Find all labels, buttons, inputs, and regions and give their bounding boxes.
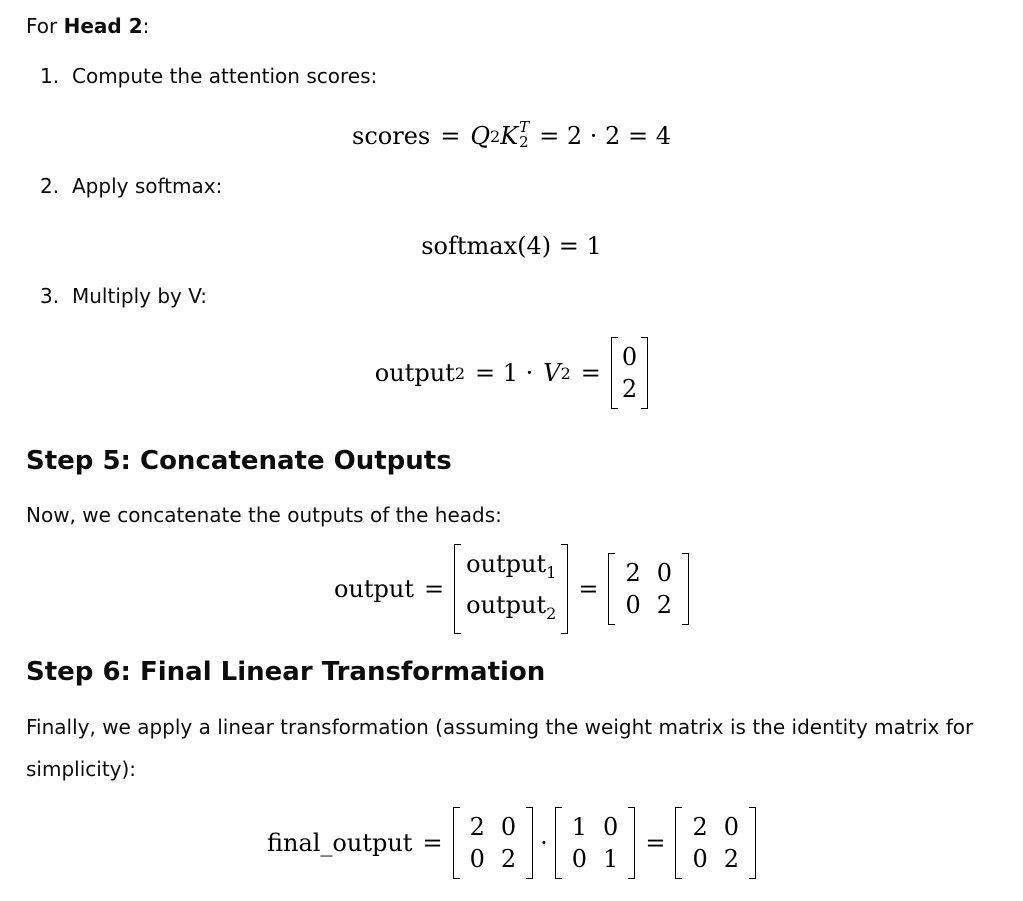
step5-heading: Step 5: Concatenate Outputs [26, 446, 452, 476]
scores-lhs: scores [352, 122, 431, 150]
matrix-cell: 0 [469, 845, 485, 873]
matrix-cell: 0 [571, 845, 588, 873]
step5-text: Now, we concatenate the outputs of the heads: [26, 503, 502, 527]
equation-concat: output = output$_1$ output$_2$ = 2 0 0 2 [0, 552, 1023, 626]
k-symbol: K [500, 122, 519, 150]
equation-softmax [0, 226, 1023, 266]
list-item-3 [40, 282, 207, 310]
matrix-cell: 0 [625, 591, 641, 619]
list-item-label: Compute the attention scores: [72, 64, 378, 88]
v2-matrix [611, 337, 648, 409]
matrix-cell: 0 [692, 845, 708, 873]
equation-final: final_output = 2 0 0 2 · 1 0 0 1 = 2 0 0 2 [0, 806, 1023, 880]
matrix-cell: 2 [692, 813, 708, 841]
q-symbol: Q [470, 122, 491, 150]
final-matrix-1 [453, 807, 534, 879]
softmax-expression: softmax(4) = 1 [421, 232, 602, 260]
matrix-cell: 0 [621, 343, 638, 371]
list-item-1 [40, 62, 377, 90]
final-matrix-3 [675, 807, 756, 879]
output2-lhs: output [374, 359, 455, 387]
matrix-cell: 2 [621, 375, 638, 403]
concat-result-matrix [608, 553, 689, 625]
list-number: 1. [40, 64, 60, 88]
step6-heading: Step 6: Final Linear Transformation [26, 657, 546, 687]
matrix-cell: 0 [656, 559, 672, 587]
list-item-2 [40, 172, 222, 200]
matrix-cell: output$_2$ [466, 591, 557, 623]
matrix-cell: 0 [723, 813, 739, 841]
v-symbol: V [543, 359, 561, 387]
step6-text: Finally, we apply a linear transformation (assuming the weight matrix is the identity matrix for simplicity): [26, 715, 974, 781]
matrix-cell: 2 [723, 845, 739, 873]
head-intro: For Head 2: [26, 14, 150, 38]
matrix-cell: 2 [469, 813, 485, 841]
matrix-cell: 2 [656, 591, 672, 619]
matrix-cell: 2 [500, 845, 517, 873]
equation-scores: scores = Q 2 K T 2 = 2 · 2 = 4 [352, 118, 671, 151]
matrix-cell: 0 [500, 813, 517, 841]
list-item-label: Multiply by V: [72, 284, 208, 308]
concat-lhs: output [334, 575, 415, 603]
list-number: 3. [40, 284, 60, 308]
concat-stack-matrix [454, 544, 568, 634]
matrix-cell: 1 [571, 813, 588, 841]
list-item-label: Apply softmax: [72, 174, 223, 198]
matrix-cell: 1 [603, 845, 619, 873]
matrix-cell: 2 [625, 559, 641, 587]
matrix-cell: output$_1$ [466, 550, 557, 582]
scores-rhs: = 2 · 2 = 4 [539, 122, 671, 150]
head-label: Head 2 [63, 14, 143, 38]
list-number: 2. [40, 174, 60, 198]
final-matrix-2 [555, 807, 636, 879]
final-lhs: final_output [266, 829, 413, 857]
equation-output2: output 2 = 1 · V 2 = 0 2 [0, 336, 1023, 410]
matrix-cell: 0 [603, 813, 619, 841]
